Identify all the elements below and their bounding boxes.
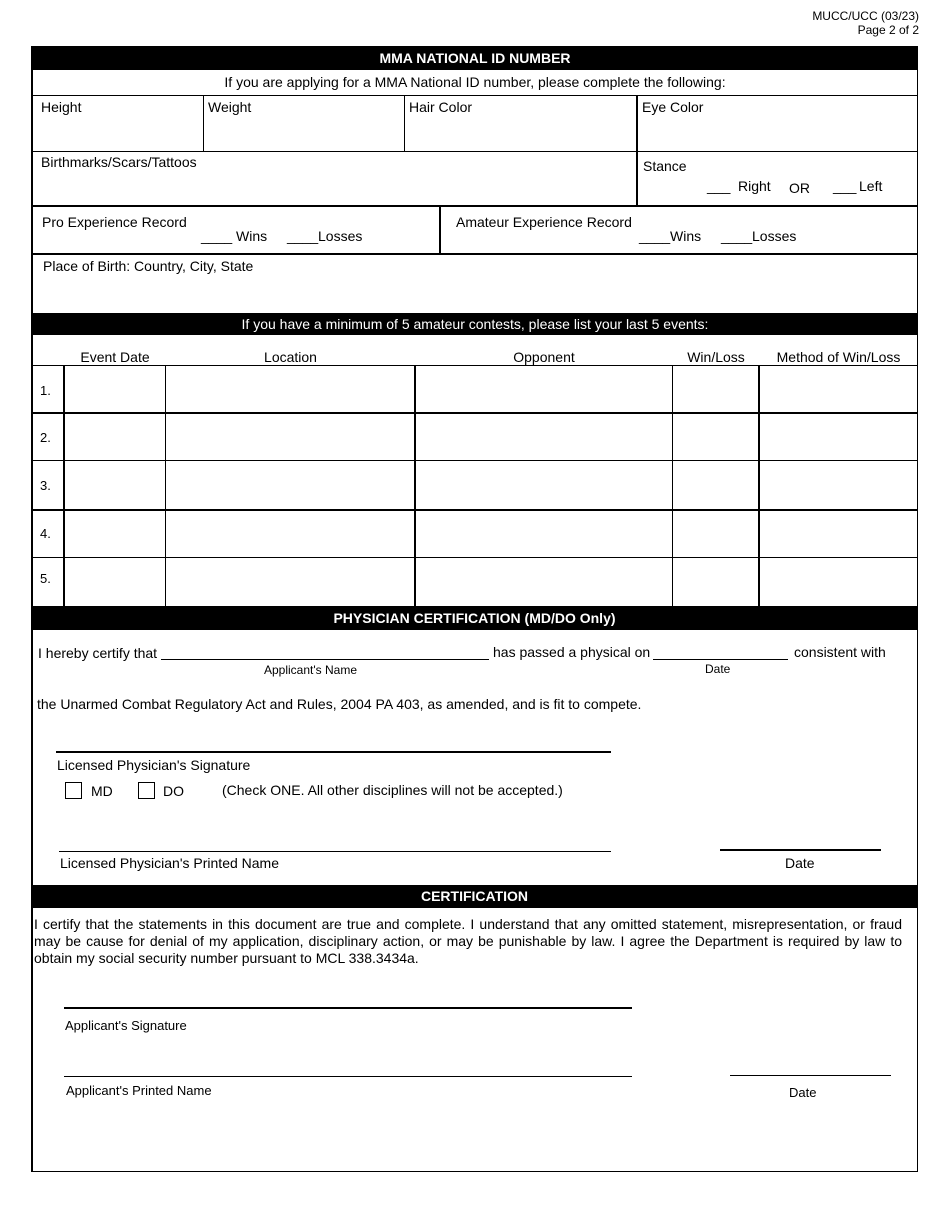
weight-field[interactable] — [204, 96, 404, 151]
act-text: the Unarmed Combat Regulatory Act and Rules, 2004 PA 403, as amended, and is fit to compete. — [37, 696, 642, 712]
physical-date-caption: Date — [705, 662, 731, 676]
do-label: DO — [163, 783, 184, 799]
row-number: 2. — [40, 430, 51, 445]
col-method: Method of Win/Loss — [776, 349, 901, 365]
applicant-name-caption: Applicant's Name — [264, 663, 357, 677]
amateur-losses-label: Losses — [752, 228, 797, 244]
col-location: Location — [264, 349, 317, 365]
birthmarks-label: Birthmarks/Scars/Tattoos — [41, 154, 197, 170]
eye-color-field[interactable] — [638, 96, 917, 151]
physician-signature-line[interactable] — [56, 751, 611, 753]
grid-line — [165, 365, 166, 607]
pro-losses-label: Losses — [318, 228, 363, 244]
eye-color-label: Eye Color — [642, 99, 704, 115]
amateur-wins-blank[interactable]: ____ — [639, 228, 671, 244]
physician-date-line[interactable] — [720, 849, 881, 851]
md-checkbox[interactable] — [65, 782, 82, 799]
frame-right — [917, 46, 918, 1172]
physician-header: PHYSICIAN CERTIFICATION (MD/DO Only) — [32, 606, 917, 630]
grid-line — [63, 365, 65, 607]
certification-header: CERTIFICATION — [32, 885, 917, 908]
consistent-text: consistent with — [794, 644, 886, 660]
row-number: 1. — [40, 383, 51, 398]
birthplace-label: Place of Birth: Country, City, State — [43, 258, 254, 274]
row-number: 4. — [40, 526, 51, 541]
stance-right-label: Right — [738, 178, 771, 194]
height-label: Height — [41, 99, 82, 115]
page-number: Page 2 of 2 — [857, 23, 919, 37]
height-field[interactable] — [33, 96, 203, 151]
divider — [32, 205, 918, 207]
grid-line — [672, 365, 673, 607]
weight-label: Weight — [208, 99, 252, 115]
row-number: 3. — [40, 478, 51, 493]
mma-header: MMA NATIONAL ID NUMBER — [32, 46, 918, 70]
md-label: MD — [91, 783, 113, 799]
col-event-date: Event Date — [80, 349, 150, 365]
physician-date-label: Date — [785, 855, 815, 871]
applicant-signature-line[interactable] — [64, 1007, 632, 1009]
col-win-loss: Win/Loss — [687, 349, 745, 365]
pro-wins-label: Wins — [236, 228, 268, 244]
amateur-wins-label: Wins — [670, 228, 702, 244]
grid-line — [414, 365, 416, 607]
birthplace-field[interactable] — [33, 255, 917, 313]
divider — [439, 206, 441, 254]
applicant-date-line[interactable] — [730, 1075, 891, 1076]
hair-color-label: Hair Color — [409, 99, 473, 115]
row-number: 5. — [40, 571, 51, 586]
check-note: (Check ONE. All other disciplines will not be accepted.) — [222, 782, 563, 798]
stance-left-label: Left — [859, 178, 883, 194]
passed-text: has passed a physical on — [493, 644, 651, 660]
physician-signature-label: Licensed Physician's Signature — [57, 757, 251, 773]
applicant-printed-name-label: Applicant's Printed Name — [66, 1083, 212, 1098]
applicant-printed-name-line[interactable] — [64, 1076, 632, 1077]
certify-prefix: I hereby certify that — [38, 645, 158, 661]
stance-right-blank[interactable]: ___ — [707, 178, 731, 194]
applicant-date-label: Date — [789, 1085, 817, 1100]
do-checkbox[interactable] — [138, 782, 155, 799]
applicant-signature-label: Applicant's Signature — [65, 1018, 187, 1033]
amateur-losses-blank[interactable]: ____ — [721, 228, 753, 244]
birthmarks-field[interactable] — [33, 152, 636, 205]
frame-bottom — [31, 1171, 918, 1172]
physical-date-line[interactable] — [653, 659, 788, 660]
pro-wins-blank[interactable]: ____ — [201, 228, 233, 244]
physician-printed-name-label: Licensed Physician's Printed Name — [60, 855, 280, 871]
stance-left-blank[interactable]: ___ — [833, 178, 857, 194]
col-opponent: Opponent — [513, 349, 575, 365]
applicant-name-line[interactable] — [161, 659, 489, 660]
physician-printed-name-line[interactable] — [59, 851, 611, 852]
stance-label: Stance — [643, 158, 687, 174]
mma-instruction: If you are applying for a MMA National ID number, please complete the following: — [224, 74, 726, 90]
stance-or-label: OR — [789, 180, 810, 196]
amateur-record-label: Amateur Experience Record — [456, 214, 632, 230]
certification-statement: I certify that the statements in this document are true and complete. I understand that any omitted statement, misrepresentation, or fraud may be cause for denial of my application, disciplinary action, or may be punishable by law. I agree the Department is required by law to obtain my social security number pursuant to MCL 338.3434a. — [34, 916, 902, 966]
pro-losses-blank[interactable]: ____ — [287, 228, 319, 244]
hair-color-field[interactable] — [405, 96, 636, 151]
form-code: MUCC/UCC (03/23) — [812, 9, 919, 23]
grid-line — [758, 365, 760, 607]
pro-record-label: Pro Experience Record — [42, 214, 187, 230]
events-header: If you have a minimum of 5 amateur contests, please list your last 5 events: — [32, 313, 918, 335]
